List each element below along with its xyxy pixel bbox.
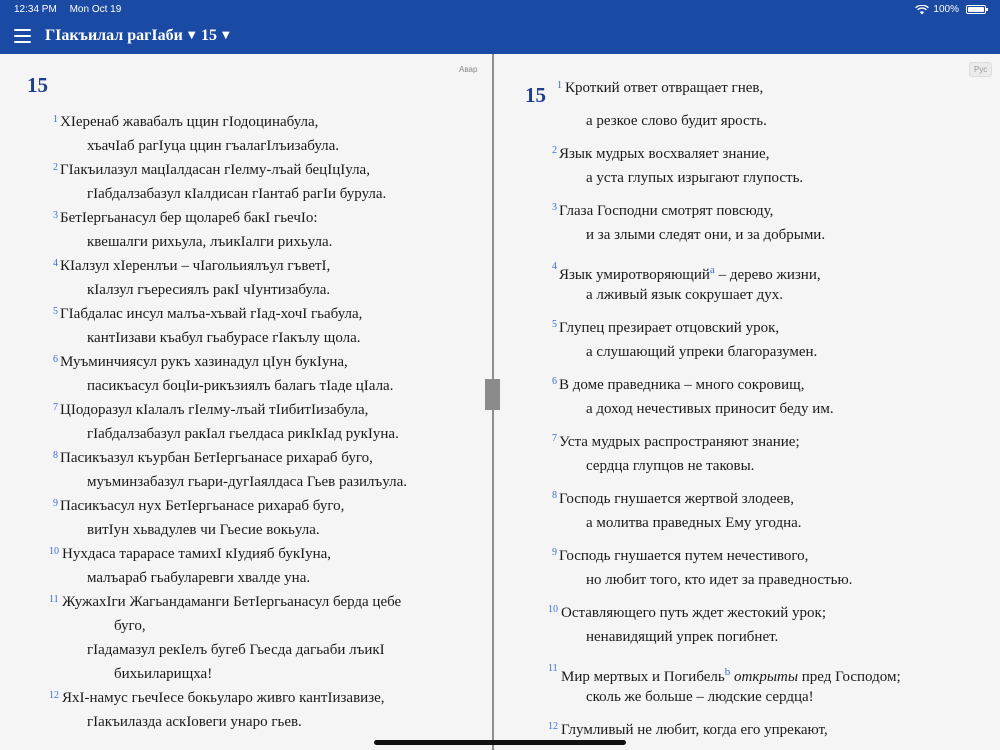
chapter-number: 15 [201, 27, 217, 44]
russian-text-pane[interactable] [494, 54, 1000, 750]
nav-bar [0, 20, 1000, 54]
verse-line: но любит того, кто идет за праведностью. [586, 572, 853, 588]
verse-number[interactable]: 7 [552, 433, 557, 444]
chapter-heading: 15 [525, 83, 546, 107]
verse-line: сердца глупцов не таковы. [586, 458, 755, 474]
verse-line: Нухдаса тарарасе тамихӀ кӀудияб букӀуна, [62, 546, 332, 562]
verse-line: гӀадамазул рекӀелъ бугеб Гьесда дагьаби лъикӀ [87, 642, 385, 658]
verse-line: сколь же больше – людские сердца! [586, 689, 814, 705]
verse-line: Язык мудрых восхваляет знание, [559, 146, 770, 162]
verse-line: Оставляющего путь ждет жестокий урок; [561, 605, 826, 621]
verse-number[interactable]: 10 [548, 604, 558, 615]
verse-number[interactable]: 5 [552, 319, 557, 330]
verse-number[interactable]: 10 [49, 546, 59, 557]
verse-line: В доме праведника – много сокровищ, [559, 377, 805, 393]
verse-line: Мир мертвых и Погибель$^b$ открыты пред Господом; [561, 666, 901, 685]
verse-number[interactable]: 11 [548, 663, 558, 674]
avar-text-pane[interactable] [0, 54, 492, 750]
verse-number[interactable]: 5 [53, 306, 58, 317]
verse-line: Глумливый не любит, когда его упрекают, [561, 722, 828, 738]
battery-percent: 100% [933, 4, 959, 15]
wifi-icon [915, 5, 929, 15]
verse-line: ЦӀодоразул кӀалалъ гӀелму-лъай тӀибитӀизабула, [60, 402, 369, 418]
footnote-link[interactable]: a [709, 264, 715, 276]
verse-line: Господь гнушается жертвой злодеев, [559, 491, 794, 507]
verse-number[interactable]: 2 [552, 145, 557, 156]
verse-line: БетӀергьанасул бер щолареб бакӀ гьечӀо: [60, 210, 318, 226]
chapter-selector[interactable] [201, 27, 230, 45]
verse-number[interactable]: 3 [552, 202, 557, 213]
verse-line: кантӀизави къабул гьабурасе гӀакълу щола. [87, 330, 361, 346]
verse-line: гӀабдалзабазул кӀалдисан гӀантаб рагӀи бурула. [87, 186, 387, 202]
verse-line: Господь гнушается путем нечестивого, [559, 548, 809, 564]
verse-number[interactable]: 4 [53, 258, 58, 269]
verse-number[interactable]: 1 [53, 114, 58, 125]
verse-line: бихьиларищха! [114, 666, 213, 682]
verse-line: малъараб гьабуларевги хвалде уна. [87, 570, 311, 586]
verse-line: а уста глупых изрыгают глупость. [586, 170, 804, 186]
verse-line: гӀакъилазда аскӀовеги унаро гьев. [87, 714, 302, 730]
verse-line: ГӀакъилазул мацӀалдасан гӀелму-лъай бецӀцӀула, [60, 162, 370, 178]
footnote-link[interactable]: b [724, 666, 731, 678]
verse-number[interactable]: 1 [557, 80, 562, 91]
verse-number[interactable]: 12 [548, 721, 558, 732]
verse-line: хъачӀаб рагӀуца ццин гъалагӀлъизабула. [87, 138, 340, 154]
verse-line: Пасикъасул нух БетӀергьанасе рихараб буго, [60, 498, 345, 514]
status-time: 12:34 PM [14, 4, 57, 15]
verse-line: буго, [114, 618, 146, 634]
verse-number[interactable]: 8 [53, 450, 58, 461]
verse-line: гӀабдалзабазул ракӀал гьелдаса рикӀкӀад рукӀуна. [87, 426, 399, 442]
verse-line: а слушающий упреки благоразумен. [586, 344, 818, 360]
verse-number[interactable]: 2 [53, 162, 58, 173]
verse-line: ЯхӀ-намус гьечӀесе бокьуларо живго кантӀизавизе, [62, 690, 385, 706]
language-toggle-russian[interactable]: Рус [969, 62, 992, 77]
verse-line: а резкое слово будит ярость. [586, 113, 767, 129]
verse-line: а доход нечестивых приносит беду им. [586, 401, 834, 417]
verse-line: ненавидящий упрек погибнет. [586, 629, 779, 645]
verse-line: и за злыми следят они, и за добрыми. [586, 227, 826, 243]
verse-line: Кроткий ответ отвращает гнев, [565, 80, 764, 96]
verse-line: Язык умиротворяющий$^a$ – дерево жизни, [559, 264, 821, 283]
verse-line: Пасикъазул къурбан БетӀергьанасе рихараб буго, [60, 450, 373, 466]
verse-number[interactable]: 8 [552, 490, 557, 501]
verse-line: муъминзабазул гьари-дугӀаялдаса Гьев разилъула. [87, 474, 408, 490]
verse-number[interactable]: 12 [49, 690, 59, 701]
battery-icon [966, 5, 986, 14]
verse-line: кӀалзул гъересиялъ ракӀ чӀунтизабула. [87, 282, 331, 298]
verse-number[interactable]: 11 [49, 594, 59, 605]
verse-number[interactable]: 3 [53, 210, 58, 221]
home-indicator[interactable] [374, 740, 626, 745]
chapter-heading: 15 [27, 73, 48, 97]
verse-number[interactable]: 4 [552, 261, 557, 272]
verse-number[interactable]: 6 [53, 354, 58, 365]
book-title: ГӀакъилал рагӀаби [45, 27, 183, 44]
verse-number[interactable]: 9 [53, 498, 58, 509]
verse-number[interactable]: 7 [53, 402, 58, 413]
language-label-avar: Авар [459, 65, 478, 74]
verse-number[interactable]: 9 [552, 547, 557, 558]
verse-number[interactable]: 6 [552, 376, 557, 387]
verse-line: КӀалзул хӀеренлъи – чӀагольиялъул гъветӀ, [60, 258, 331, 274]
verse-line: пасикъасул боцӀи-рикъзиялъ балагь тӀаде цӀала. [87, 378, 394, 394]
status-date: Mon Oct 19 [69, 4, 122, 15]
verse-line: Муъминчиясул рукъ хазинадул цӀун букӀуна, [60, 354, 348, 370]
verse-line: витӀун хьвадулев чи Гьесие вокьула. [87, 522, 320, 538]
verse-line: ХӀеренаб жавабалъ ццин гӀодоцинабула, [60, 114, 319, 130]
verse-line: ЖужахӀги Жагьандаманги БетӀергьанасул берда цебе [62, 594, 402, 610]
verse-line: Уста мудрых распространяют знание; [559, 434, 800, 450]
verse-line: Глупец презирает отцовский урок, [559, 320, 780, 336]
verse-line: Глаза Господни смотрят повсюду, [559, 203, 774, 219]
verse-line: а молитва праведных Ему угодна. [586, 515, 802, 531]
status-bar [0, 0, 1000, 20]
hamburger-menu-icon[interactable] [14, 29, 31, 43]
verse-line: квешалги рихьула, лъикӀалги рихьула. [87, 234, 333, 250]
book-caret-icon: ▼ [187, 30, 196, 41]
verse-line: а лживый язык сокрушает дух. [586, 287, 783, 303]
chapter-caret-icon: ▼ [222, 30, 230, 41]
book-selector[interactable] [45, 27, 196, 45]
verse-line: ГӀабдалас инсул малъа-хъвай гӀад-хочӀ гьабула, [60, 306, 363, 322]
